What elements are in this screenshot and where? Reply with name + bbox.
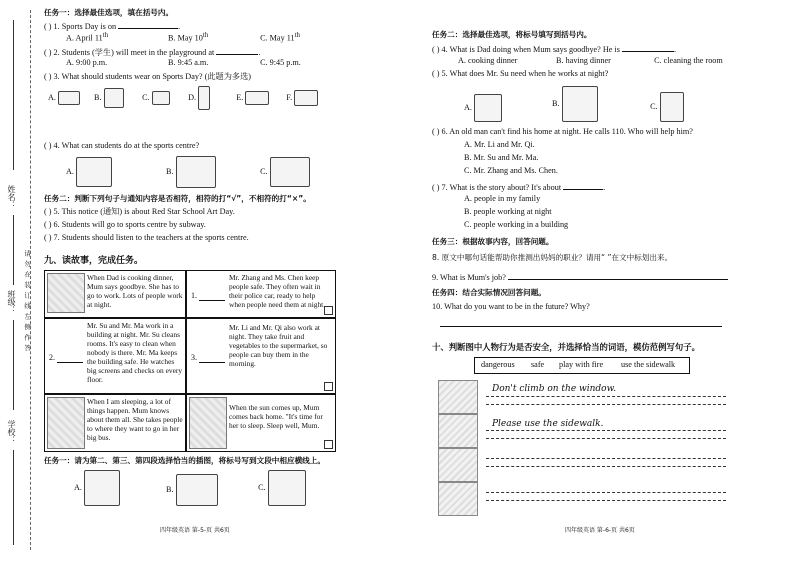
q3-paren[interactable]: ( ) <box>44 72 52 81</box>
q1-stem: ( ) 1. Sports Day is on . <box>44 22 181 31</box>
dad-cooking-picture <box>47 273 85 313</box>
writing-line[interactable] <box>486 492 726 493</box>
q1-option-c[interactable]: C. May 11 <box>260 33 295 43</box>
q3-stem <box>44 72 251 82</box>
q2-options <box>66 58 301 68</box>
cleaner-guard-icon <box>268 470 306 506</box>
story-box-6 <box>186 394 336 452</box>
mum-sleeping-picture <box>47 397 85 449</box>
q3-option-c[interactable]: C. <box>142 92 150 102</box>
q6-statement[interactable]: ( ) 6. Students will go to sports centre by subway. <box>44 220 206 229</box>
task1b-option-b[interactable]: B. <box>166 484 174 494</box>
q3-options <box>48 86 318 110</box>
sandals-icon <box>294 90 318 106</box>
school-label: 学校： <box>7 420 16 444</box>
r-q4-stem: ( ) 4. What is Dad doing when Mum says goodbye? He is . <box>432 45 676 54</box>
r-q5-option-c[interactable]: C. <box>650 101 658 111</box>
writing-line[interactable] <box>486 466 726 467</box>
q3-text: 3. What should students wear on Sports Day? (此题为多选) <box>53 72 252 81</box>
r-q7-option-a[interactable]: A. people in my family <box>464 194 541 203</box>
story-box-2 <box>186 270 336 318</box>
q4-option-a[interactable]: A. <box>66 166 74 176</box>
section9-heading: 九、读故事，完成任务。 <box>44 256 144 266</box>
seal-line-notice: 请勿在装订线左侧作答 <box>23 250 32 355</box>
q7-statement[interactable]: ( ) 7. Students should listen to the teachers at the sports centre. <box>44 233 249 242</box>
class-label: 班级： <box>7 290 16 314</box>
sunrise-bus-picture <box>189 397 227 449</box>
story-1-text: When Dad is cooking dinner, Mum says goodbye. She has to go to work. Lots of people work at night. <box>87 273 183 310</box>
binding-margin <box>0 0 40 561</box>
q1-c-sup: th <box>294 32 300 39</box>
writing-line[interactable] <box>486 396 726 397</box>
r-q8-spacer <box>432 260 722 268</box>
r-q4-option-c[interactable]: C. cleaning the room <box>654 56 723 65</box>
truck-fruit-icon <box>84 470 120 506</box>
seal-dashed-line <box>30 10 31 550</box>
q1-blank[interactable] <box>118 20 178 29</box>
r-q7-blank[interactable] <box>563 181 603 190</box>
q3-option-d[interactable]: D. <box>188 92 197 102</box>
story-3-text: Mr. Su and Mr. Ma work in a building at night. Mr. Su cleans rooms. It's easy to clean when nobody is there. Mr. Ma keeps the building safe. He watches big screens and checks on every floor. <box>87 321 183 385</box>
r-q6-option-a[interactable]: A. Mr. Li and Mr. Qi. <box>464 140 535 149</box>
r-q4-blank[interactable] <box>622 43 674 52</box>
example-sentence-2: Please use the sidewalk. <box>492 419 604 429</box>
margin-line <box>13 20 14 170</box>
r-q4-option-b[interactable]: B. having dinner <box>556 56 611 65</box>
q5-statement[interactable]: ( ) 5. This notice (通知) is about Red Star School Art Day. <box>44 207 235 216</box>
word-bank <box>474 357 690 374</box>
r-task3-heading: 任务三：根据故事内容，回答问题。 <box>432 237 554 246</box>
story-box-5 <box>44 394 186 452</box>
writing-line[interactable] <box>486 458 726 459</box>
r-q5-option-b[interactable]: B. <box>552 98 560 108</box>
q3-option-e[interactable]: E. <box>236 92 244 102</box>
dancing-kids-icon <box>176 156 216 188</box>
story-2-text: Mr. Zhang and Ms. Chen keep people safe. They often wait in their police car, ready to help when people need them at night. <box>229 273 326 310</box>
r-q9-text: 9. What is Mum's job? <box>432 273 506 282</box>
q2-blank[interactable] <box>216 46 258 55</box>
task2-heading: 任务二：判断下列句子与通知内容是否相符，相符的打“√”，不相符的打“×”。 <box>44 194 311 203</box>
r-q10: 10. What do you want to be in the future? Why? <box>432 302 590 311</box>
tshirt-icon <box>104 88 124 108</box>
r-q4-option-a[interactable]: A. cooking dinner <box>458 56 518 65</box>
writing-line[interactable] <box>486 404 726 405</box>
name-line[interactable] <box>13 215 14 285</box>
story-2-blank[interactable] <box>199 292 225 301</box>
q2-option-a[interactable]: A. 9:00 p.m. <box>66 58 108 67</box>
skirt-icon <box>152 91 170 105</box>
q4-options <box>66 156 310 188</box>
q1-b-sup: th <box>202 32 209 39</box>
story-2-number: 1. <box>191 291 197 300</box>
q3-option-b[interactable]: B. <box>94 92 102 102</box>
task1-heading: 任务一：选择最佳选项，填在括号内。 <box>44 8 174 17</box>
task1b-options <box>74 470 306 506</box>
story-3-blank[interactable] <box>57 354 83 363</box>
story-4-text: Mr. Li and Mr. Qi also work at night. They take fruit and vegetables to the supermarket, so people can buy them in the morning. <box>229 323 328 369</box>
left-footer: 四年级英语 第-5-页 共6页 <box>160 527 230 534</box>
right-footer: 四年级英语 第-6-页 共6页 <box>565 527 635 534</box>
r-q10-answer-line[interactable] <box>440 326 722 327</box>
r-q5-stem[interactable]: ( ) 5. What does Mr. Su need when he works at night? <box>432 69 609 78</box>
r-q4-options <box>458 56 723 66</box>
r-q6-option-c[interactable]: C. Mr. Zhang and Ms. Chen. <box>464 166 558 175</box>
story-3-number: 2. <box>49 353 55 362</box>
task1b-heading: 任务一：请为第二、第三、第四段选择恰当的插图，将标号写到文段中相应横线上。 <box>44 456 325 465</box>
r-q4-text[interactable]: ( ) 4. What is Dad doing when Mum says goodbye? He is <box>432 45 620 54</box>
story-4-blank[interactable] <box>199 354 225 363</box>
r-q8: 8. 原文中哪句话能帮助你推测出妈妈的职业？请用“ ”在文中标划出来。 <box>432 253 673 262</box>
child-climbing-window-picture <box>438 380 478 414</box>
q3-option-f[interactable]: F. <box>286 92 293 102</box>
q4-stem <box>44 141 199 151</box>
q2-stem: ( ) 2. Students (学生) will meet in the playground at . <box>44 48 261 57</box>
r-task4-heading: 任务四：结合实际情况回答问题。 <box>432 288 546 297</box>
section10-heading: 十、判断图中人物行为是否安全，并选择恰当的词语，模仿范例写句子。 <box>432 342 700 352</box>
r-q7-text[interactable]: ( ) 7. What is the story about? It's about <box>432 183 562 192</box>
story-2-checkbox[interactable] <box>324 306 333 315</box>
stethoscope-icon <box>660 92 684 122</box>
writing-line[interactable] <box>486 430 726 431</box>
q1-paren[interactable]: ( ) <box>44 22 52 31</box>
r-q6-option-b[interactable]: B. Mr. Su and Mr. Ma. <box>464 153 539 162</box>
r-q5-option-a[interactable]: A. <box>464 102 472 112</box>
story-6-text: When the sun comes up, Mum comes back home. "It's time for her to sleep. Sleep well, Mum. <box>229 403 323 431</box>
word-play-with-fire[interactable]: play with fire <box>559 360 604 369</box>
r-q9-answer-line[interactable] <box>508 271 728 280</box>
tools-icon <box>474 94 502 122</box>
r-q5-options <box>464 86 684 122</box>
cleaning-cart-icon <box>562 86 598 122</box>
writing-line[interactable] <box>486 500 726 501</box>
police-car-icon <box>176 474 218 506</box>
shorts-icon <box>58 91 80 105</box>
q1-option-a[interactable]: A. April 11 <box>66 33 103 43</box>
q4-text: 4. What can students do at the sports centre? <box>53 141 200 150</box>
q4-option-b[interactable]: B. <box>166 166 174 176</box>
children-crossing-picture <box>438 482 478 516</box>
r-q9 <box>432 271 728 283</box>
q3-option-a[interactable]: A. <box>48 92 56 102</box>
running-kids-icon <box>76 157 112 187</box>
story-box-3 <box>44 318 186 394</box>
school-line[interactable] <box>13 450 14 545</box>
writing-line[interactable] <box>486 438 726 439</box>
q1-option-b[interactable]: B. May 10 <box>168 33 203 43</box>
r-task2-heading: 任务二：选择最佳选项，将标号填写到括号内。 <box>432 30 592 39</box>
word-safe[interactable]: safe <box>531 360 545 369</box>
q1-options <box>66 32 300 44</box>
q2-text: 2. Students (学生) will meet in the playground at <box>53 48 215 57</box>
story-4-checkbox[interactable] <box>324 382 333 391</box>
word-dangerous[interactable]: dangerous <box>481 360 515 369</box>
q1-text: 1. Sports Day is on <box>53 22 117 31</box>
story-box-1 <box>44 270 186 318</box>
q2-option-b[interactable]: B. 9:45 a.m. <box>168 58 209 67</box>
story-6-checkbox[interactable] <box>324 440 333 449</box>
child-sidewalk-picture <box>438 414 478 448</box>
r-q7-option-c[interactable]: C. people working in a building <box>464 220 569 229</box>
word-use-the-sidewalk[interactable]: use the sidewalk <box>621 360 676 369</box>
r-q6-stem[interactable]: ( ) 6. An old man can't find his home at night. He calls 110. Who will help him? <box>432 127 693 136</box>
trousers-icon <box>198 86 210 110</box>
sneakers-icon <box>245 91 269 105</box>
class-line[interactable] <box>13 320 14 410</box>
q4-option-c[interactable]: C. <box>260 166 268 176</box>
story-box-4 <box>186 318 336 394</box>
r-q7-stem: ( ) 7. What is the story about? It's about . <box>432 183 606 192</box>
reading-kids-icon <box>270 157 310 187</box>
q1-a-sup: th <box>102 32 109 39</box>
name-label: 姓名： <box>7 185 16 209</box>
example-sentence-1: Don't climb on the window. <box>492 384 617 394</box>
q4-paren[interactable]: ( ) <box>44 141 52 150</box>
children-fire-picture <box>438 448 478 482</box>
r-q7-option-b[interactable]: B. people working at night <box>464 207 552 216</box>
story-4-number: 3. <box>191 353 197 362</box>
q2-option-c[interactable]: C. 9:45 p.m. <box>260 58 301 67</box>
story-5-text: When I am sleeping, a lot of things happen. Mum knows about them all. She takes people to where they want to go in her big bus. <box>87 397 183 443</box>
q2-paren[interactable]: ( ) <box>44 48 52 57</box>
task1b-option-a[interactable]: A. <box>74 482 82 492</box>
task1b-option-c[interactable]: C. <box>258 482 266 492</box>
